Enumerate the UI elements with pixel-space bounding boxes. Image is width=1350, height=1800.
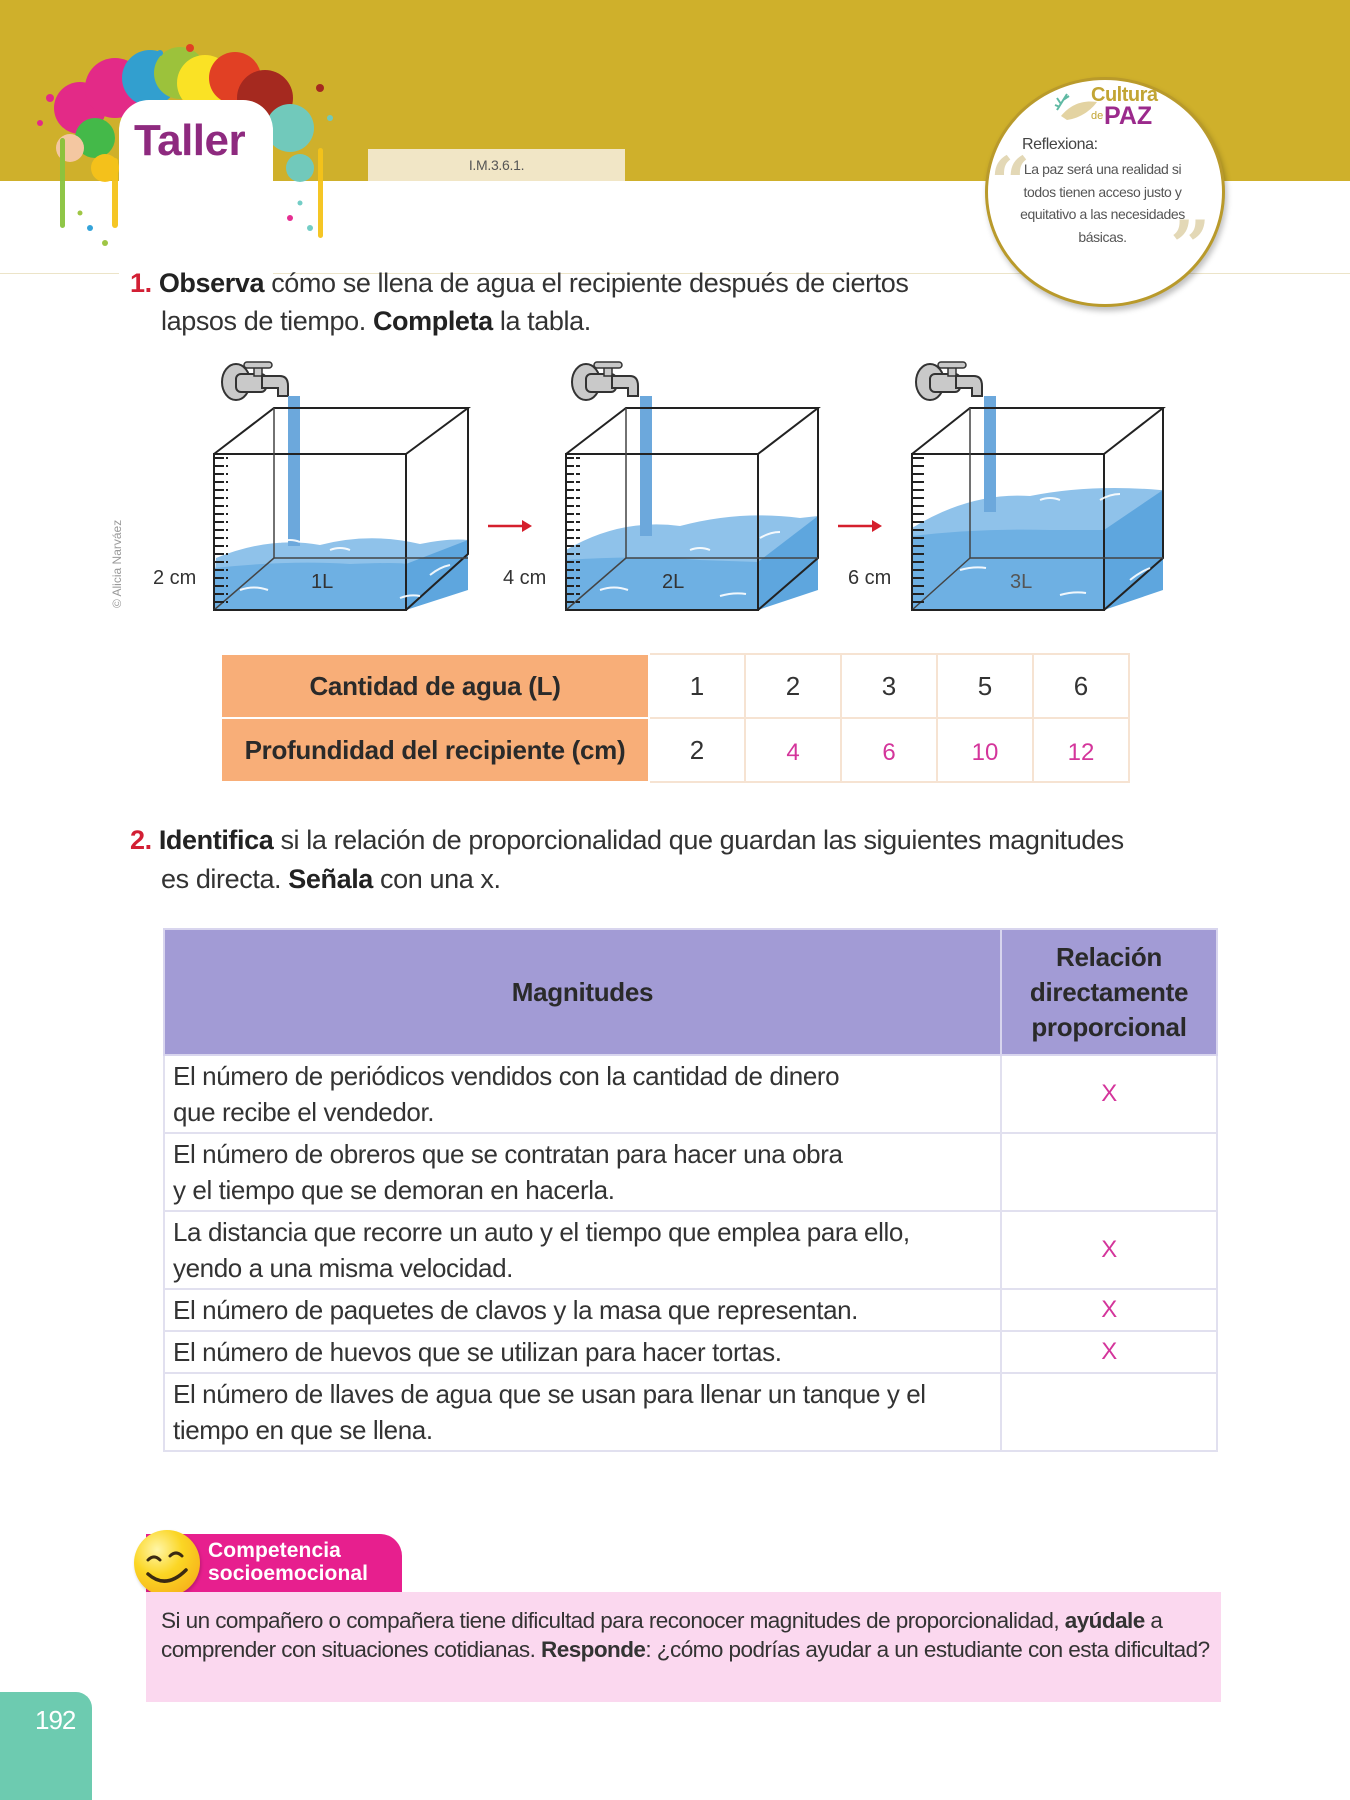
socio-bold-responde: Responde [541,1637,646,1662]
exercise2-instruction-line2 [161,864,501,895]
description-line2: yendo a una misma velocidad. [173,1253,514,1283]
answer-cell[interactable]: 12 [1033,718,1129,782]
table-cell: 2 [745,654,841,718]
answer-cell[interactable]: 4 [745,718,841,782]
proportional-mark-cell[interactable]: X [1001,1055,1217,1133]
table-row [164,1373,1217,1451]
magnitude-description: El número de huevos que se utilizan para hacer tortas. [164,1331,1001,1373]
water-tanks-illustration [100,350,1200,620]
exercise1-text1: cómo se llena de agua el recipiente después de ciertos [264,268,909,298]
smiley-icon [134,1530,200,1596]
table-row [164,1211,1217,1289]
open-quote-icon: “ [990,141,1031,224]
proportional-mark-cell[interactable]: X [1001,1211,1217,1289]
table-cell: 1 [649,654,745,718]
column-header-magnitudes: Magnitudes [164,929,1001,1055]
arrow-right-icon-2 [838,520,882,532]
peace-brand-de: de [1091,110,1104,122]
table-row [164,1133,1217,1211]
table-cell: 6 [1033,654,1129,718]
exercise2-text2a: es directa. [161,864,289,894]
exercise1-text2b: la tabla. [492,306,591,336]
answer-cell[interactable]: 6 [841,718,937,782]
socio-bold-ayudale: ayúdale [1064,1608,1145,1633]
tank1-depth-label: 2 cm [153,567,197,589]
exercise2-verb-identifica: Identifica [158,825,274,855]
proportional-mark-cell[interactable] [1001,1373,1217,1451]
socioemotional-title [208,1539,368,1585]
column-header-relation [1001,929,1217,1055]
reflection-quote: La paz será una realidad si todos tienen acceso justo y equitativo a las necesidades básicas. [1020,161,1185,245]
description-line2: tiempo en que se llena. [173,1415,433,1445]
answer-cell[interactable]: 10 [937,718,1033,782]
magnitude-description [164,1211,1001,1289]
indicator-code: I.M.3.6.1. [368,149,625,181]
exercise1-text2a: lapsos de tiempo. [161,306,373,336]
table-cell: 3 [841,654,937,718]
relation-header-line2: directamente [1029,976,1189,1007]
tank-2 [566,362,818,610]
table-row-depth [221,718,1129,782]
table-cell: 2 [649,718,745,782]
arrow-right-icon-1 [488,520,532,532]
tank3-volume-label: 3L [1010,571,1033,593]
socioemotional-title-line2: socioemocional [208,1562,369,1585]
row-header-water: Cantidad de agua (L) [221,654,649,718]
relation-header-line1: Relación [1056,941,1162,972]
close-quote-icon: ” [1170,205,1211,288]
tank2-depth-label: 4 cm [503,567,547,589]
exercise1-number: 1. [130,268,152,298]
exercise2-verb-senala: Señala [288,864,373,894]
table-header-row [164,929,1217,1055]
row-header-depth: Profundidad del recipiente (cm) [221,718,649,782]
exercise2-instruction-line1 [130,825,1124,856]
magnitude-description [164,1373,1001,1451]
tank3-depth-label: 6 cm [848,567,892,589]
reflection-label: Reflexiona: [1022,136,1098,153]
proportional-mark-cell[interactable]: X [1001,1331,1217,1373]
tank-3 [912,362,1163,610]
description-line1: El número de obreros que se contratan para hacer una obra [173,1139,843,1169]
description-line1: El número de periódicos vendidos con la cantidad de dinero [173,1061,840,1091]
peace-brand-line1: Cultura [1091,84,1158,106]
description-line1: El número de llaves de agua que se usan para llenar un tanque y el [173,1379,926,1409]
illustration-credit: © Alicia Narváez [110,519,124,608]
socioemotional-title-line1: Competencia [208,1539,341,1562]
tank2-volume-label: 2L [662,571,685,593]
magnitudes-table [163,928,1218,1452]
exercise1-instruction-line1 [130,268,909,299]
table-cell: 5 [937,654,1033,718]
section-title: Taller [134,116,246,165]
magnitude-description [164,1055,1001,1133]
exercise1-instruction-line2 [161,306,591,337]
description-line2: que recibe el vendedor. [173,1097,435,1127]
table-row [164,1331,1217,1373]
proportional-mark-cell[interactable] [1001,1133,1217,1211]
exercise1-verb-completa: Completa [372,306,493,336]
exercise2-text1: si la relación de proporcionalidad que guardan las siguientes magnitudes [273,825,1124,855]
water-depth-table [220,653,1130,783]
table-row [164,1289,1217,1331]
relation-header-line3: proporcional [1031,1011,1187,1042]
description-line1: La distancia que recorre un auto y el tiempo que emplea para ello, [173,1217,910,1247]
exercise2-text2b: con una x. [372,864,501,894]
socio-text-a: Si un compañero o compañera tiene dificultad para reconocer magnitudes de proporcionalidad, [161,1608,1065,1633]
socio-text-b: a comprender con situaciones cotidianas. [161,1608,1163,1662]
proportional-mark-cell[interactable]: X [1001,1289,1217,1331]
page-number: 192 [35,1705,76,1735]
socio-text-c: : ¿cómo podrías ayudar a un estudiante con esta dificultad? [645,1637,1210,1662]
exercise2-number: 2. [130,825,152,855]
table-row-water [221,654,1129,718]
peace-brand-line2: PAZ [1104,102,1153,130]
socioemotional-text [161,1606,1211,1664]
tank1-volume-label: 1L [311,571,334,593]
magnitude-description [164,1133,1001,1211]
table-row [164,1055,1217,1133]
magnitude-description: El número de paquetes de clavos y la masa que representan. [164,1289,1001,1331]
description-line2: y el tiempo que se demoran en hacerla. [173,1175,615,1205]
exercise1-verb-observa: Observa [158,268,265,298]
tank-1 [214,362,468,610]
